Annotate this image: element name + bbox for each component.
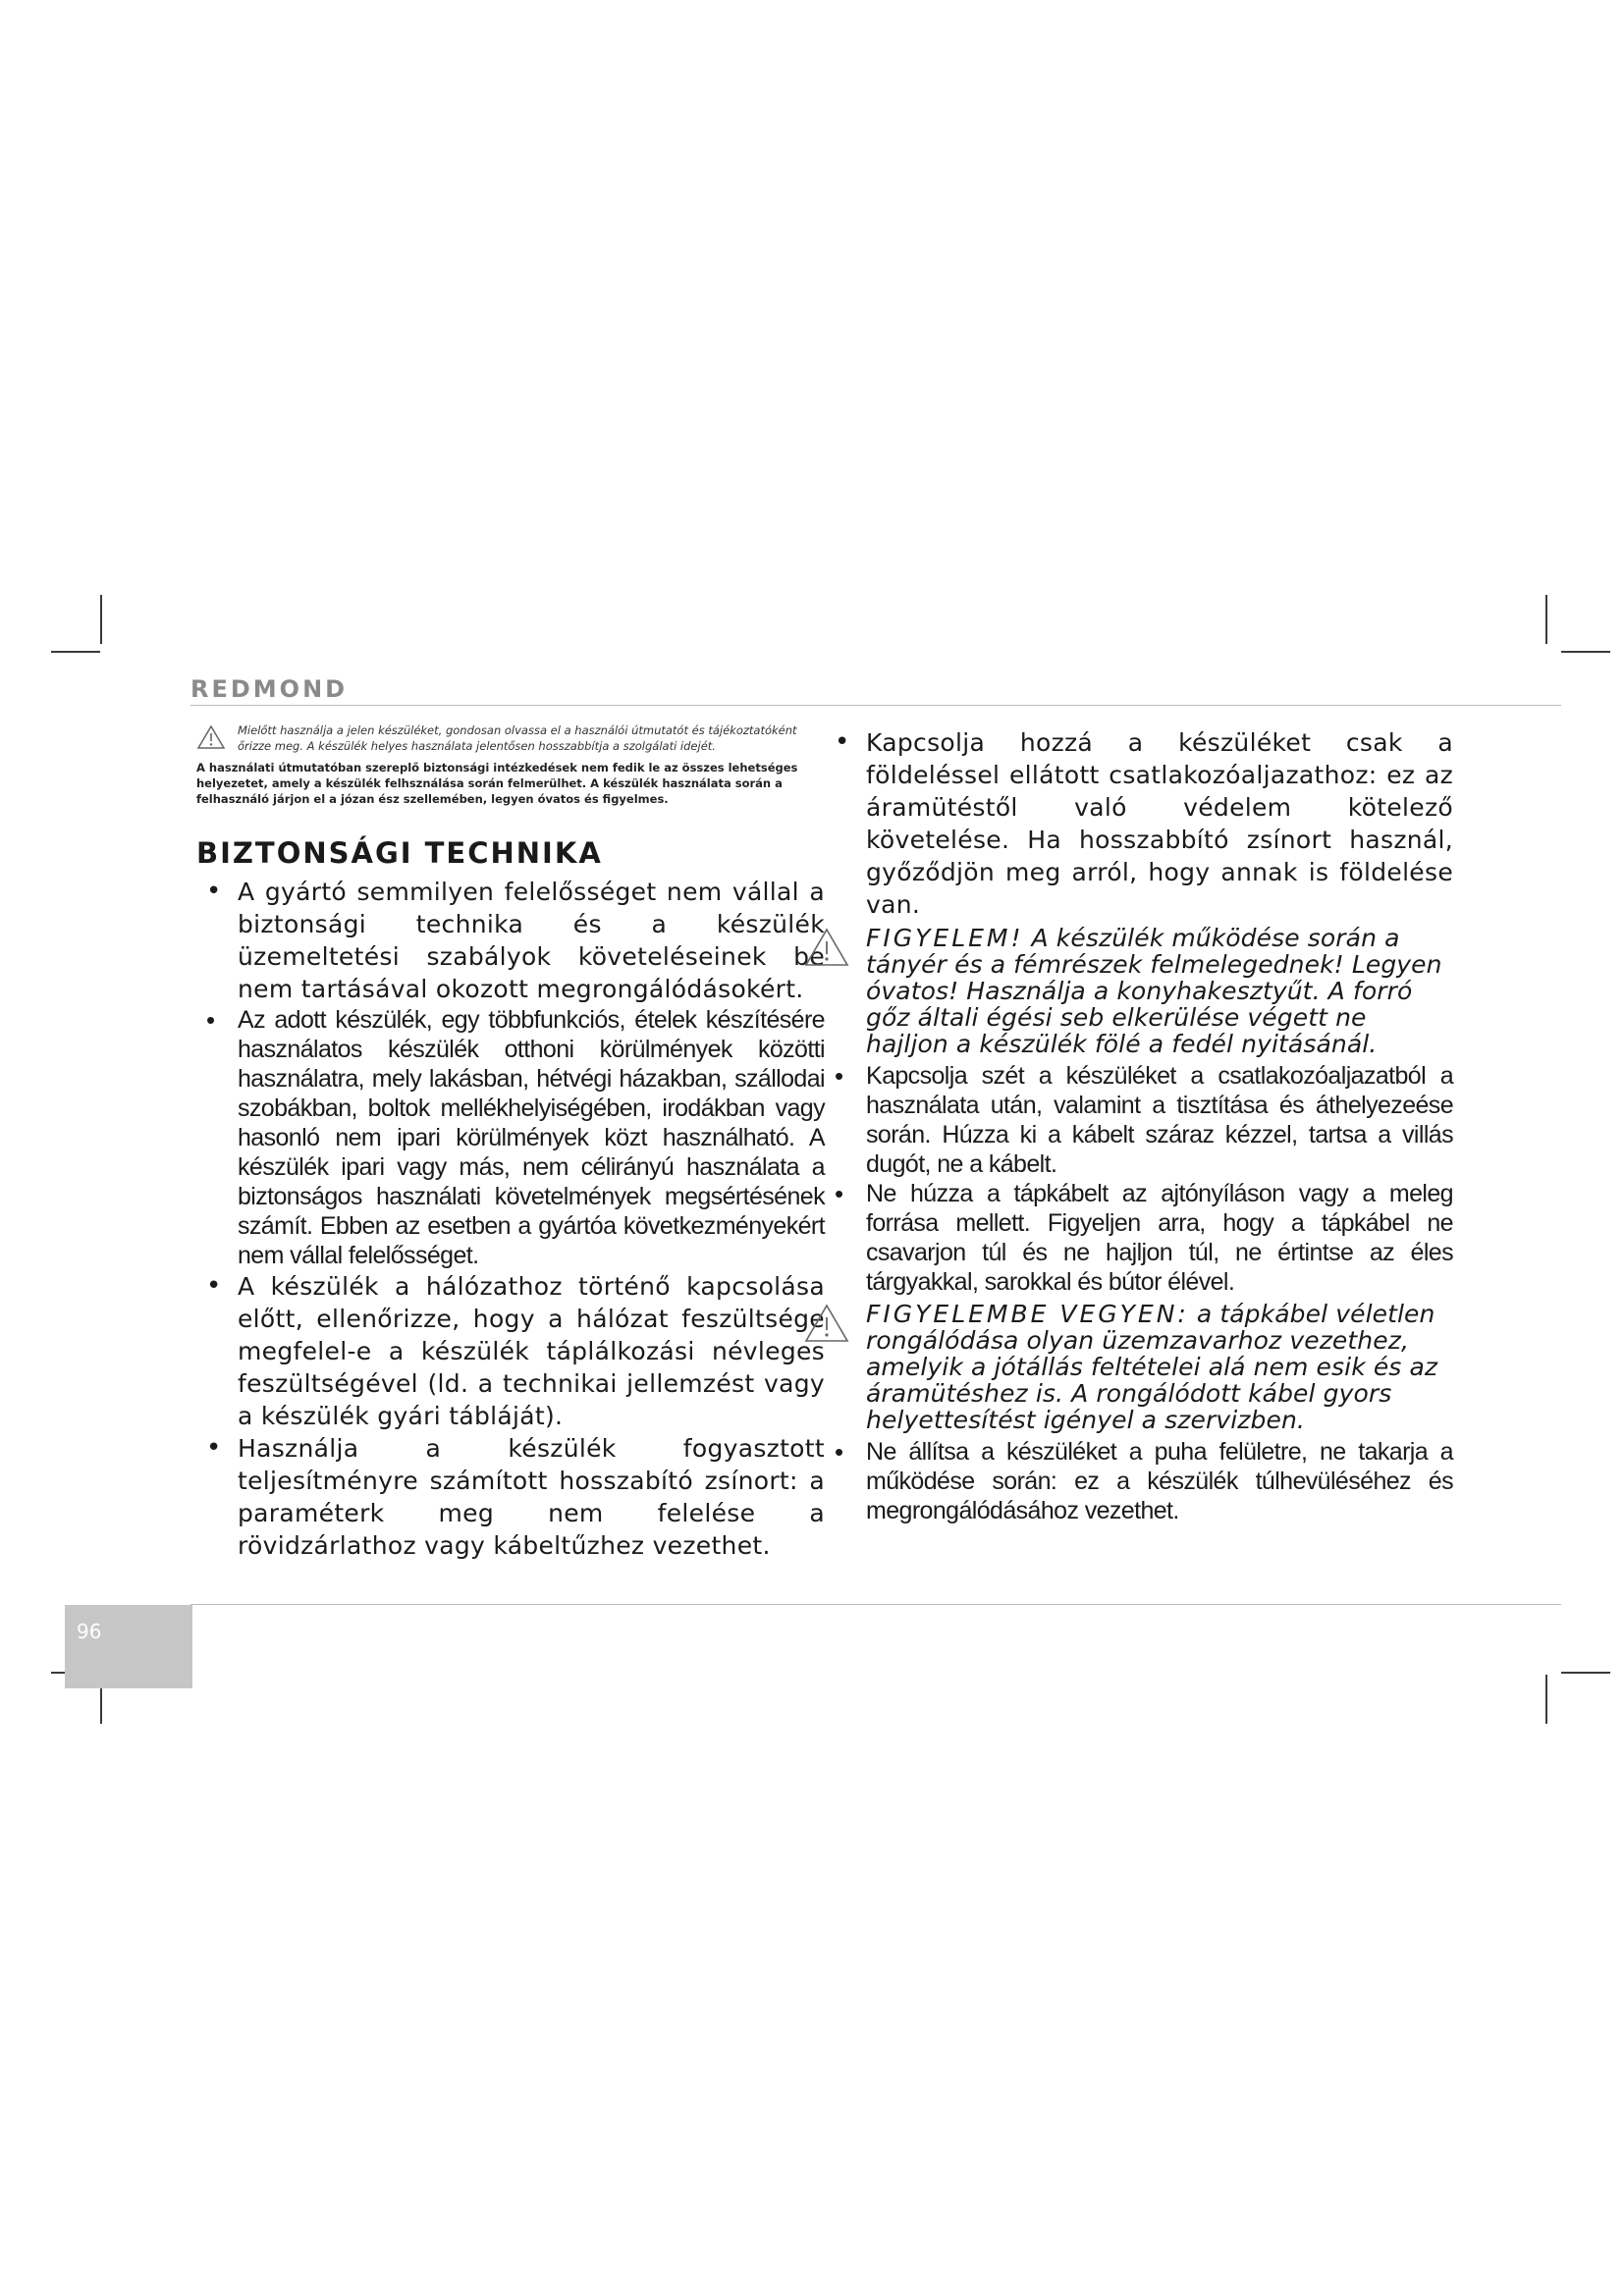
right-bullet-list-2 xyxy=(825,1061,1453,1297)
page-number-tab xyxy=(65,1605,192,1688)
intro-bold-text: A használati útmutatóban szereplő biztonsági intézkedések nem fedik le az összes lehetséges helyezetet, amely a készülék felhsználása során felmerülhet. A készülék használata során a felhasználó járjon el a józan ész szellemében, legyen óvatos és figyelmes. xyxy=(196,761,798,806)
intro-note xyxy=(196,722,825,754)
list-item: • Használja a készülék fogyasztott teljesítményre számított hosszabító zsínort: a paraméterk meg nem felelése a rövidzárlathoz vagy kábeltűzhez vezethet. xyxy=(196,1432,825,1562)
list-item: • A készülék a hálózathoz történő kapcsolása előtt, ellenőrizze, hogy a hálózat feszültsége megfelel-e a készülék táplálkozási névleges feszültségével (ld. a technikai jellemzést vagy a készülék gyári tábláját). xyxy=(196,1270,825,1432)
warning-body: A készülék működése során a tányér és a fémrészek felmelegednek! Legyen óvatos! Használja a konyhakesztyűt. A forró gőz általi égési seb elkerülése végett ne hajljon a készülék fölé a fedél nyitásánál. xyxy=(866,924,1442,1058)
right-bullet-list-1 xyxy=(825,726,1453,921)
intro-italic-text: Mielőtt használja a jelen készüléket, gondosan olvassa el a használói útmutatót és tájékoztatóként őrizze meg. A készülék helyes használata jelentősen hosszabbítja a szolgálati idejét. xyxy=(238,723,797,753)
list-item: • Kapcsolja hozzá a készüléket csak a földeléssel ellátott csatlakozóaljazathoz: ez az áramütéstől való védelem kötelező követelése. Ha hosszabbító zsínort használ, győződjön meg arról, hogy annak is földelése van. xyxy=(825,726,1453,921)
left-bullet-list xyxy=(196,876,825,1562)
header-rule xyxy=(190,705,1561,706)
list-item: • Ne állítsa a készüléket a puha felületre, ne takarja a működése során: ez a készülék túlhevüléséhez és megrongálódásához vezethet. xyxy=(825,1437,1453,1525)
right-bullet-list-3 xyxy=(825,1437,1453,1525)
right-column xyxy=(825,726,1453,1525)
crop-mark xyxy=(1561,1672,1610,1674)
section-title: BIZTONSÁGI TECHNIKA xyxy=(196,836,603,870)
warning-icon xyxy=(803,1303,850,1344)
crop-mark xyxy=(1545,1675,1547,1724)
crop-mark xyxy=(51,651,100,653)
list-item: • Az adott készülék, egy többfunkciós, ételek készítésére használatos készülék otthoni körülmények közötti használatra, mely lakásban, hétvégi házakban, szállodai szobákban, boltok mellékhelyiségében, irodákban vagy hasonló nem ipari körülmények közt használható. A készülék ipari vagy más, nem célirányú használata a biztonságos használati követelmények megsértésének számít. Ebben az esetben a gyártóa következményekért nem vállal felelősséget. xyxy=(196,1005,825,1270)
warning-heading: FIGYELEMBE VEGYEN: xyxy=(866,1300,1189,1328)
crop-mark xyxy=(100,595,102,644)
warning-icon xyxy=(196,724,226,750)
list-item: • Ne húzza a tápkábelt az ajtónyíláson vagy a meleg forrása mellett. Figyeljen arra, hogy a tápkábel ne csavarjon túl és ne hajljon túl, ne értintse az éles tárgyakkal, sarokkal és bútor élével. xyxy=(825,1179,1453,1297)
warning-body: a tápkábel véletlen rongálódása olyan üzemzavarhoz vezethez, amelyik a jótállás feltételei alá nem esik és az áramütéshez is. A rongálódott kábel gyors helyettesítést igényel a szervizben. xyxy=(866,1300,1438,1434)
warning-block-attention xyxy=(825,925,1453,1057)
footer-rule xyxy=(190,1604,1561,1605)
list-item: • Kapcsolja szét a készüléket a csatlakozóaljazatból a használata után, valamint a tisztítása és áthelyezeése során. Húzza ki a kábelt száraz kézzel, tartsa a villás dugót, ne a kábelt. xyxy=(825,1061,1453,1179)
brand-logo: REDMOND xyxy=(190,675,349,703)
warning-icon xyxy=(803,927,850,968)
warning-heading: FIGYELEM! xyxy=(866,924,1024,952)
left-column xyxy=(196,722,825,1562)
crop-mark xyxy=(1561,651,1610,653)
warning-text xyxy=(866,925,1453,1057)
crop-mark xyxy=(1545,595,1547,644)
list-item: • A gyártó semmilyen felelősséget nem vállal a biztonsági technika és a készülék üzemeltetési szabályok követeléseinek be nem tartásával okozott megrongálódásokért. xyxy=(196,876,825,1005)
warning-block-notice xyxy=(825,1301,1453,1433)
warning-text xyxy=(866,1301,1453,1433)
